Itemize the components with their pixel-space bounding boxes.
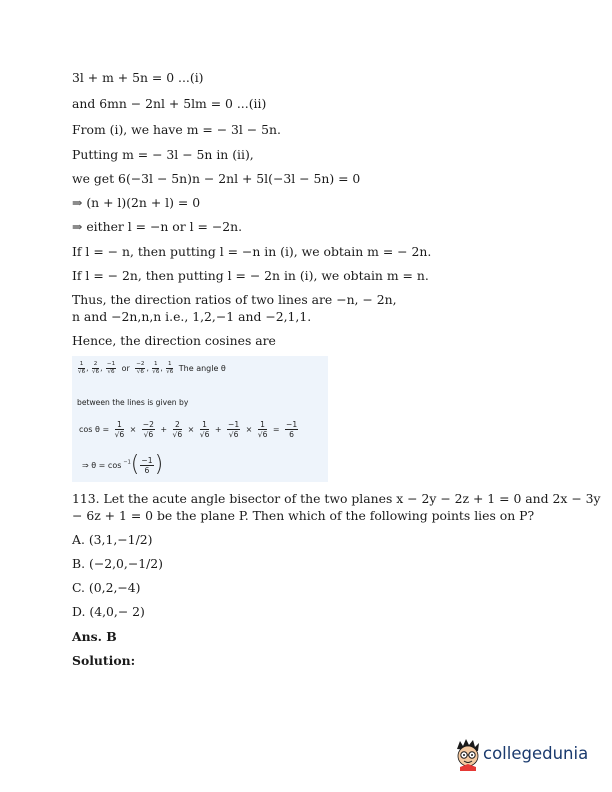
fraction: $\frac{-1}{6}$ — [141, 455, 153, 475]
equation-line: we get 6(−3l − 5n)n − 2nl + 5l(−3l − 5n) = 0 — [72, 171, 361, 186]
fraction: $\frac{1}{√6}$ — [166, 361, 174, 375]
fraction: $\frac{-2}{√6}$ — [136, 361, 145, 375]
theta-equation: ⇒ θ = cos $^{-1}$( $\frac{-1}{6}$ ) — [82, 452, 164, 477]
fraction: $\frac{1}{√6}$ — [152, 361, 160, 375]
question-text: − 6z + 1 = 0 be the plane P. Then which of the following points lies on P? — [72, 508, 535, 523]
fraction: $\frac{1}{√6}$ — [114, 420, 125, 439]
fraction: $\frac{2}{√6}$ — [172, 420, 183, 439]
question-text: 113. Let the acute angle bisector of the two planes x − 2y − 2z + 1 = 0 and 2x − 3y — [72, 491, 601, 506]
fraction: $\frac{-1}{√6}$ — [106, 361, 116, 375]
brand-name: collegedunia — [483, 744, 589, 763]
option-a: A. (3,1,−1/2) — [72, 532, 153, 547]
math-image — [72, 356, 328, 482]
between-text: between the lines is given by — [77, 398, 189, 407]
equation-line: 3l + m + 5n = 0 ...(i) — [72, 70, 204, 85]
text-line: Putting m = − 3l − 5n in (ii), — [72, 147, 254, 162]
fraction: $\frac{-1}{6}$ — [285, 420, 298, 439]
text-line: Thus, the direction ratios of two lines are −n, − 2n, — [72, 292, 397, 307]
fraction: $\frac{1}{√6}$ — [199, 420, 210, 439]
text-line: Hence, the direction cosines are — [72, 333, 276, 348]
solution-label: Solution: — [72, 653, 136, 668]
text-line: From (i), we have m = − 3l − 5n. — [72, 122, 281, 137]
cos-equation: cos θ = $\frac{1}{√6}$ × $\frac{-2}{√6}$ + $\frac{2}{√6}$ × $\frac{1}{√6}$ + $\frac{-1}{√6}$ × $\frac{1}{√6}$ = $\frac{-1}{6}$ — [79, 420, 298, 439]
fraction: $\frac{1}{√6}$ — [257, 420, 268, 439]
option-b: B. (−2,0,−1/2) — [72, 556, 163, 571]
fraction: $\frac{2}{√6}$ — [91, 361, 100, 375]
equation-line: ⇒ (n + l)(2n + l) = 0 — [72, 195, 201, 210]
direction-cosines-row: $\frac{1}{√6}$ , $\frac{2}{√6}$ , $\frac{-1}{√6}$ or $\frac{-2}{√6}$ , $\frac{1}{√6}$ , $\frac{1}{√6}$ The angle θ — [78, 361, 226, 375]
text-line: n and −2n,n,n i.e., 1,2,−1 and −2,1,1. — [72, 309, 312, 324]
fraction: $\frac{-1}{√6}$ — [227, 420, 240, 439]
equation-line: and 6mn − 2nl + 5lm = 0 ...(ii) — [72, 96, 267, 111]
option-c: C. (0,2,−4) — [72, 580, 141, 595]
option-d: D. (4,0,− 2) — [72, 604, 145, 619]
fraction: $\frac{1}{√6}$ — [78, 361, 86, 375]
equation-line: ⇒ either l = −n or l = −2n. — [72, 219, 243, 234]
text-line: If l = − n, then putting l = −n in (i), we obtain m = − 2n. — [72, 244, 432, 259]
fraction: $\frac{-2}{√6}$ — [142, 420, 154, 439]
text-line: If l = − 2n, then putting l = − 2n in (i), we obtain m = n. — [72, 268, 429, 283]
answer-label: Ans. B — [72, 629, 117, 644]
